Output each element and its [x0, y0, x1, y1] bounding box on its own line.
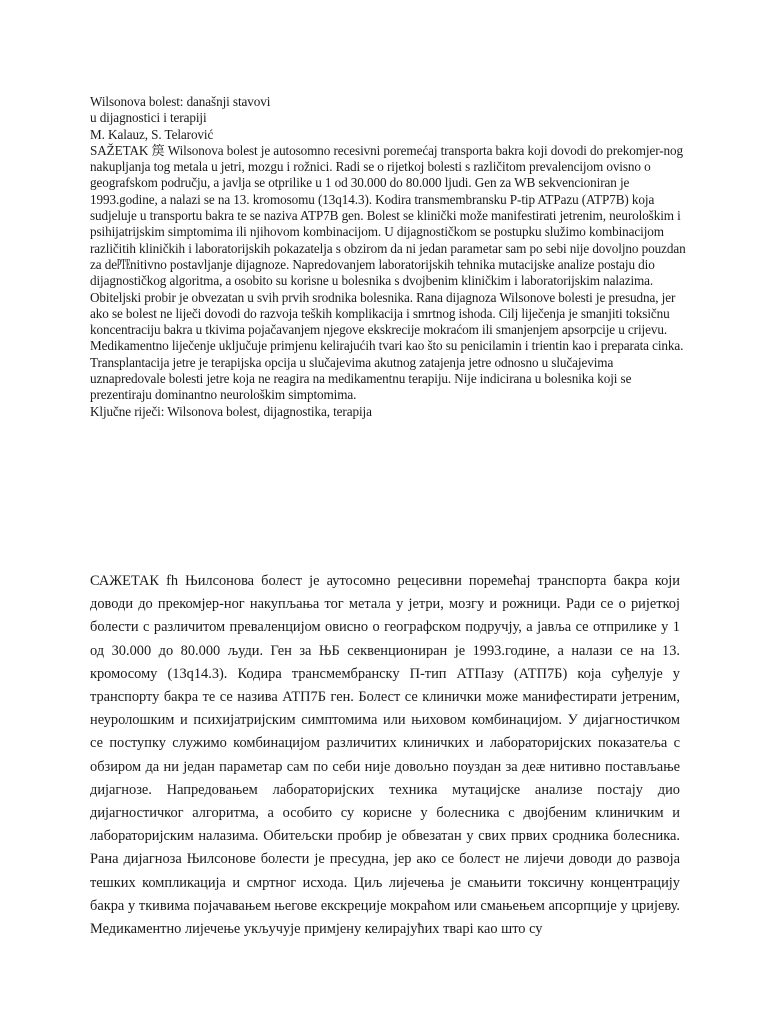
- keywords-latin: Ključne riječi: Wilsonova bolest, dijagnostika, terapija: [90, 403, 372, 419]
- latin-abstract-section: [90, 94, 690, 420]
- abstract-cyrillic: САЖЕТАК fh Њилсонова болест је аутосомно рецесивни поремећај транспорта бакра који доводи до прекомјер-ног накупљања тог метала у јетри, мозгу и рожници. Ради се о ријеткој болести с различитом преваленцијом овисно о географском подручју, а јавља се отприлике у 1 од 30.000 до 80.000 људи. Ген за ЊБ секвенциониран је 1993.године, а налази се на 13. кромосому (13q14.3). Кодира трансмембранску П-тип АТПазу (АТП7Б) која суђелује у транспорту бакра те се назива АТП7Б ген. Болест се клинички може манифестирати јетреним, неуролошким и психијатријским симптомима или њиховом комбинацијом. У дијагностичком се поступку служимо комбинацијом различитих клиничких и лабораторијских показатеља с обзиром да ни један параметар сам по себи није довољно поуздан за деæ нитивно постављање дијагнозе. Напредовањем лабораторијских техника мутацијске анализе постају дио дијагностичког алгоритма, а особито су корисне у болесника с двојбеним клиничким и лабораторијским налазима. Обитељски пробир је обвезатан у свих првих сродника болесника. Рана дијагноза Њилсонове болести је пресудна, јер ако се болест не лијечи доводи до развоја тешких компликација и смртног исхода. Циљ лијечења је смањити токсичну концентрацију бакра у ткивима појачавањем његове екскреције мокраћом или смањењем апсорпције у цријеву. Медикаментно лијечење укључује примјену келирајућих тварi као што су: [90, 573, 680, 938]
- article-title-line-2: u dijagnostici i terapiji: [90, 110, 207, 126]
- article-title-line-1: Wilsonova bolest: današnji stavovi: [90, 94, 271, 109]
- abstract-latin: SAŽETAK 䈆 Wilsonova bolest je autosomno recesivni poremećaj transporta bakra koji dovodi do prekomjer-nog nakupljanja tog metala u jetri, mozgu i rožnici. Radi se o rijetkoj bolesti s različitom prevalencijom ovisno o geografskom području, a javlja se otprilike u 1 od 30.000 do 80.000 ljudi. Gen za WB sekvencioniran je 1993.godine, a nalazi se na 13. kromosomu (13q14.3). Kodira transmembransku P-tip ATPazu (ATP7B) koja sudjeluje u transportu bakra te se naziva ATP7B gen. Bolest se klinički može manifestirati jetrenim, neurološkim i psihijatrijskim simptomima ili njihovom kombinacijom. U dijagnostičkom se postupku služimo kombinacijom različitih kliničkih i laboratorijskih pokazatelja s obzirom da ni jedan parametar sam po sebi nije dovoljno pouzdan za de㉐nitivno postavljanje dijagnoze. Napredovanjem laboratorijskih tehnika mutacijske analize postaju dio dijagnostičkog algoritma, a osobito su korisne u bolesnika s dvojbenim kliničkim i laboratorijskim nalazima. Obiteljski probir je obvezatan u svih prvih srodnika bolesnika. Rana dijagnoza Wilsonove bolesti je presudna, jer ako se bolest ne liječi dovodi do razvoja teških komplikacija i smrtnog ishoda. Cilj liječenja je smanjiti toksičnu koncentraciju bakra u tkivima pojačavanjem njegove ekskrecije mokraćom ili smanjenjem apsorpcije u crijevu. Medikamentno liječenje uključuje primjenu kelirajućih tvari kao što su penicilamin i trientin kao i preparata cinka. Transplantacija jetre je terapijska opcija u slučajevima akutnog zatajenja jetre odnosno u slučajevima uznapredovale bolesti jetre koja ne reagira na medikamentnu terapiju. Nije indicirana u bolesnika koji se prezentiraju dominantno neurološkim simptomima.: [90, 142, 686, 403]
- article-authors: M. Kalauz, S. Telarović: [90, 126, 214, 142]
- cyrillic-abstract-section: [90, 570, 680, 941]
